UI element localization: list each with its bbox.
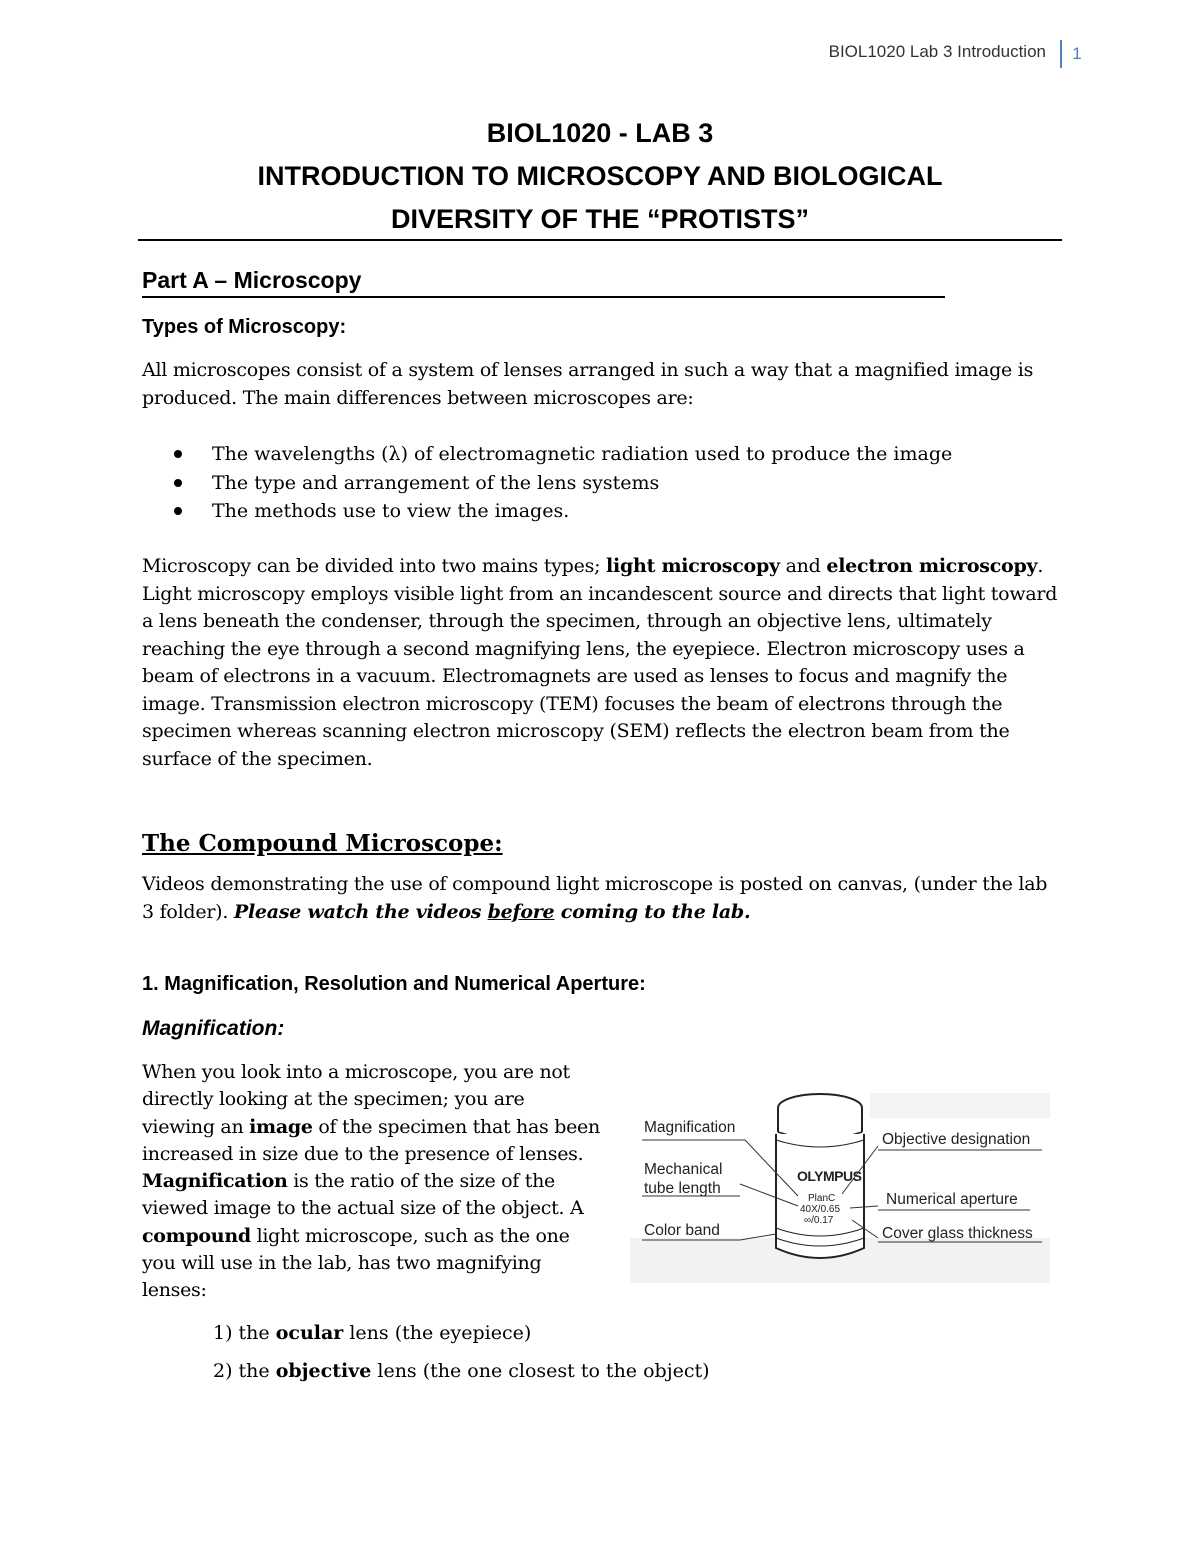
lens-engraving-1: PlanC [808,1193,836,1204]
compound-emphasis-before: before [487,900,555,923]
lens-brand: OLYMPUS [797,1168,862,1184]
document-title [140,112,1060,241]
title-line-2: INTRODUCTION TO MICROSCOPY AND BIOLOGICAL [257,161,943,191]
lens-suffix: lens (the eyepiece) [343,1322,532,1344]
list-item [142,440,952,469]
differences-list [142,440,952,526]
compound-text: Videos demonstrating the use of compound light microscope is posted on canvas, (under the lab 3 folder). [142,873,1048,923]
list-item [142,469,952,498]
lens-suffix: lens (the one closest to the object) [371,1360,710,1382]
types-heading: Types of Microscopy: [142,316,347,338]
list-item-text: The type and arrangement of the lens systems [212,471,660,494]
running-header: BIOL1020 Lab 3 Introduction [828,42,1046,61]
lens-prefix: 2) the [213,1360,276,1382]
types-paragraph [142,553,1062,773]
bullet-icon [174,450,182,458]
page-number: 1 [1060,40,1092,68]
term-electron-microscopy: electron microscopy [826,555,1038,577]
types-text-2: and [779,555,827,577]
title-divider [138,239,1062,241]
part-a-heading: Part A – Microscopy [142,264,945,298]
compound-emphasis-1: Please watch the videos [233,900,488,923]
section-1-heading: 1. Magnification, Resolution and Numerical Aperture: [142,973,646,995]
term-light-microscopy: light microscopy [606,555,780,577]
mag-text-3: is the ratio of the size of the viewed image to the actual size of the object. A [142,1170,584,1220]
lens-engraving-2: 40X/0.65 [800,1204,841,1215]
label-numerical-aperture: Numerical aperture [886,1191,1018,1208]
title-line-3: DIVERSITY OF THE “PROTISTS” [390,204,810,234]
term-compound: compound [142,1224,251,1247]
compound-microscope-heading: The Compound Microscope: [142,830,503,857]
title-line-1: BIOL1020 - LAB 3 [486,118,714,148]
label-mechanical-tube-length: Mechanical tube length [644,1161,723,1197]
mag-text-2: of the specimen that has been increased in size due to the presence of lenses. [142,1115,600,1165]
lens-engraving-3: ∞/0.17 [804,1215,834,1226]
label-cover-glass-thickness: Cover glass thickness [882,1225,1033,1242]
intro-text: All microscopes consist of a system of lenses arranged in such a way that a magnified image is produced. The main differences between microscopes are: [142,359,1034,409]
term-ocular: ocular [275,1322,344,1344]
list-item [142,497,952,526]
types-text-3: . Light microscopy employs visible light from an incandescent source and directs that light toward a lens beneath the condenser, through the specimen, through an objective lens, ultimately reaching the eye through a second magnifying lens, the eyepiece. Electron microscopy uses a beam of electrons in a vacuum. Electromagnets are used as lenses to focus and magnify the image. Transmission electron microscopy (TEM) focuses the beam of electrons through the specimen whereas scanning electron microscopy (SEM) reflects the electron beam from the surface of the specimen. [142,555,1058,770]
magnification-paragraph [142,1059,602,1305]
mag-text-1: When you look into a microscope, you are not directly looking at the specimen; you are viewing an [142,1061,570,1138]
intro-paragraph [142,357,1062,412]
bullet-icon [174,507,182,515]
compound-paragraph [142,871,1062,926]
types-text-1: Microscopy can be divided into two mains types; [142,555,607,577]
mag-text-4: light microscope, such as the one you will use in the lab, has two magnifying lenses: [142,1224,570,1302]
label-color-band: Color band [644,1222,720,1239]
term-magnification: Magnification [142,1170,288,1193]
lens-item-ocular [213,1322,531,1344]
magnification-heading: Magnification: [142,1017,285,1040]
list-item-text: The wavelengths (λ) of electromagnetic radiation used to produce the image [212,443,953,465]
bullet-icon [174,479,182,487]
label-magnification: Magnification [644,1119,736,1136]
term-objective: objective [275,1360,372,1382]
compound-emphasis-2: coming to the lab. [554,900,751,923]
list-item-text: The methods use to view the images. [212,500,570,522]
label-objective-designation: Objective designation [882,1131,1031,1148]
objective-lens-figure [620,1088,1060,1288]
lens-item-objective [213,1360,710,1382]
lens-prefix: 1) the [213,1322,276,1344]
term-image: image [249,1115,313,1138]
